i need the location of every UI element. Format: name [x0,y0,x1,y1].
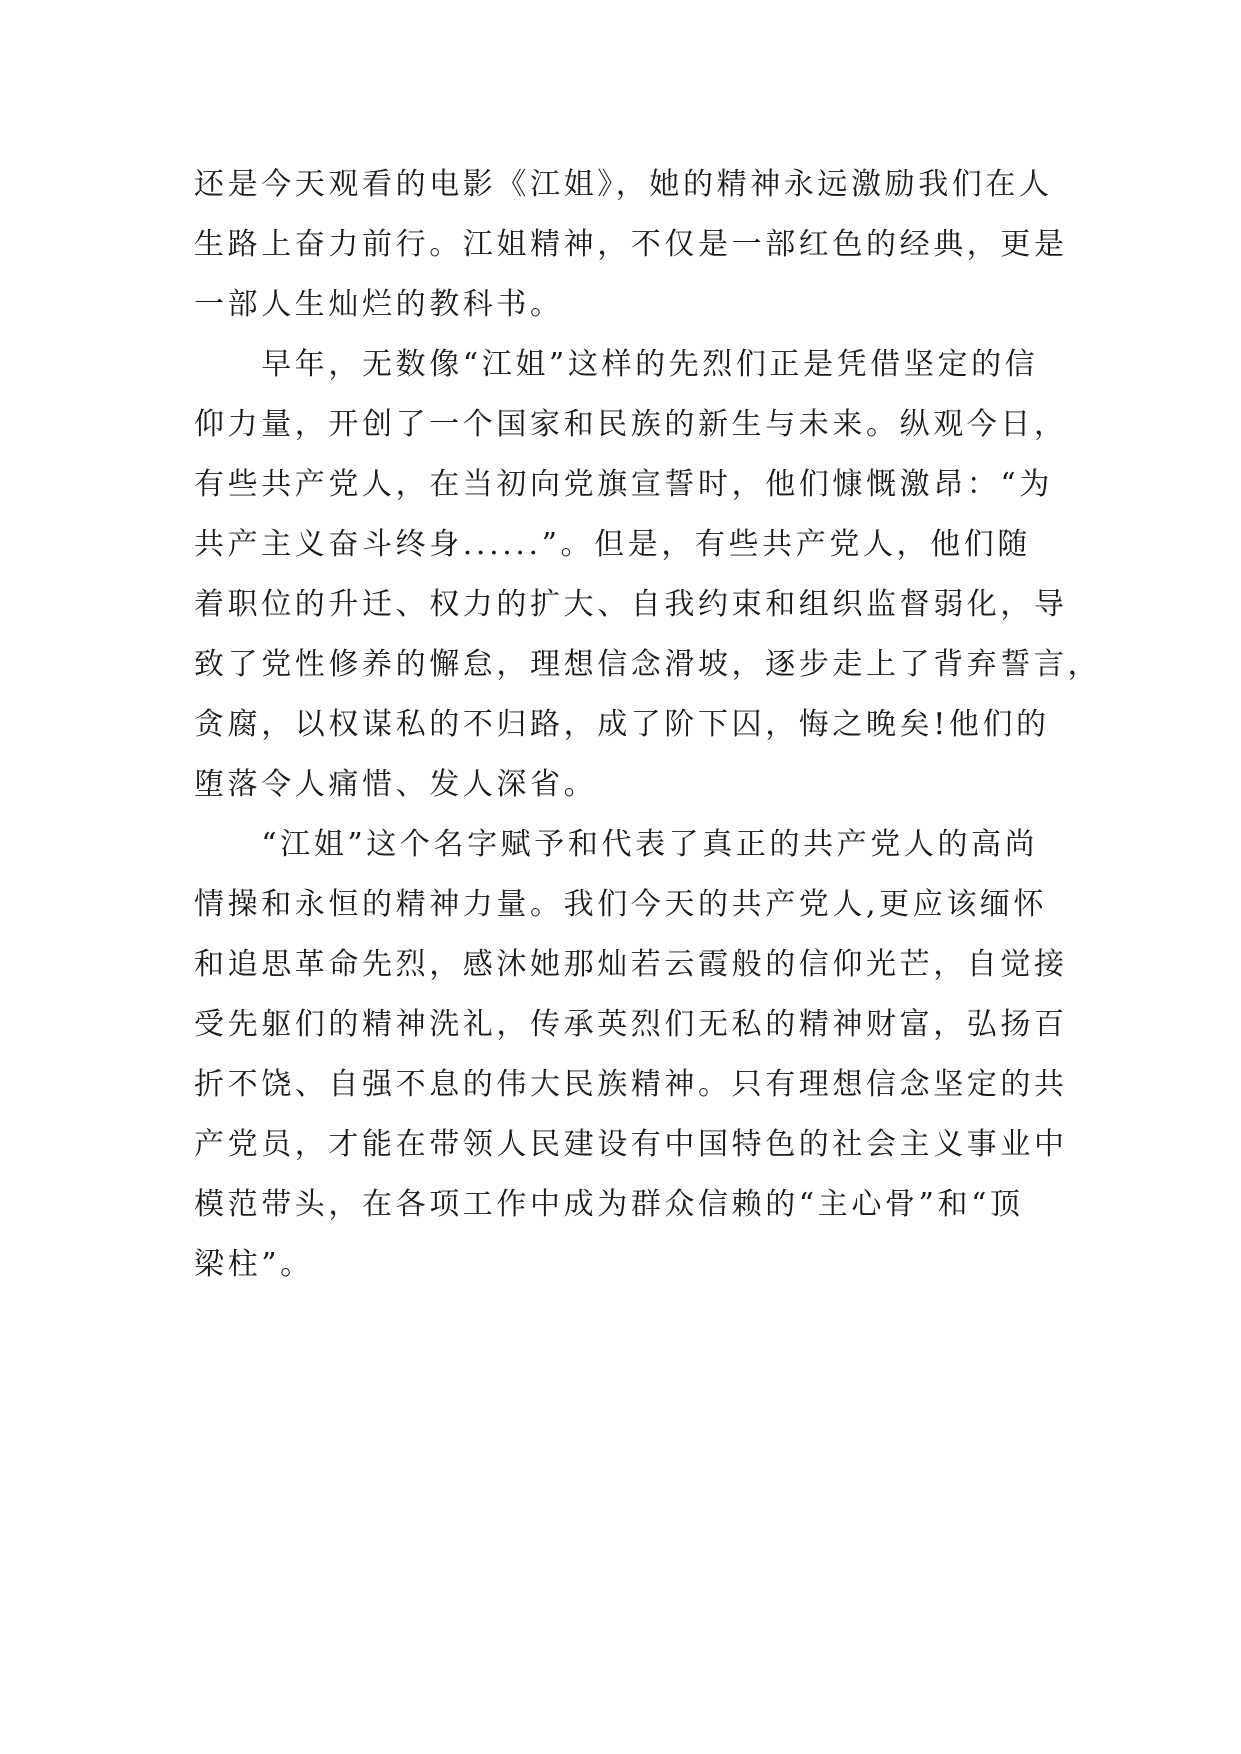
body-text [194,155,1102,1295]
text-line: 致了党性修养的懈怠，理想信念滑坡，逐步走上了背弃誓言， [194,647,1102,682]
text-line: 受先躯们的精神洗礼，传承英烈们无私的精神财富，弘扬百 [194,1007,1068,1042]
text-line: 生路上奋力前行。江姐精神，不仅是一部红色的经典，更是 [194,227,1068,262]
text-line: 折不饶、自强不息的伟大民族精神。只有理想信念坚定的共 [194,1067,1068,1102]
text-line: 仰力量，开创了一个国家和民族的新生与未来。纵观今日， [194,407,1068,442]
text-line: 模范带头，在各项工作中成为群众信赖的“主心骨”和“顶 [194,1187,1024,1222]
text-line: 和追思革命先烈，感沐她那灿若云霞般的信仰光芒，自觉接 [194,947,1068,982]
text-line: 共产主义奋斗终身......”。但是，有些共产党人，他们随 [194,527,1031,562]
text-line: 一部人生灿烂的教科书。 [194,287,564,322]
text-line: 堕落令人痛惜、发人深省。 [194,767,598,802]
text-line: 梁柱”。 [194,1247,314,1282]
text-line: 早年，无数像“江姐”这样的先烈们正是凭借坚定的信 [194,347,1039,382]
text-line: 产党员，才能在带领人民建设有中国特色的社会主义事业中 [194,1127,1068,1162]
text-line: “江姐”这个名字赋予和代表了真正的共产党人的高尚 [194,827,1039,862]
text-line: 贪腐，以权谋私的不归路，成了阶下囚，悔之晚矣!他们的 [194,707,1050,742]
text-line: 着职位的升迁、权力的扩大、自我约束和组织监督弱化，导 [194,587,1068,622]
text-line: 有些共产党人，在当初向党旗宣誓时，他们慷慨激昂：“为 [194,467,1053,502]
text-line: 情操和永恒的精神力量。我们今天的共产党人,更应该缅怀 [194,887,1048,922]
text-line: 还是今天观看的电影《江姐》，她的精神永远激励我们在人 [194,167,1053,202]
